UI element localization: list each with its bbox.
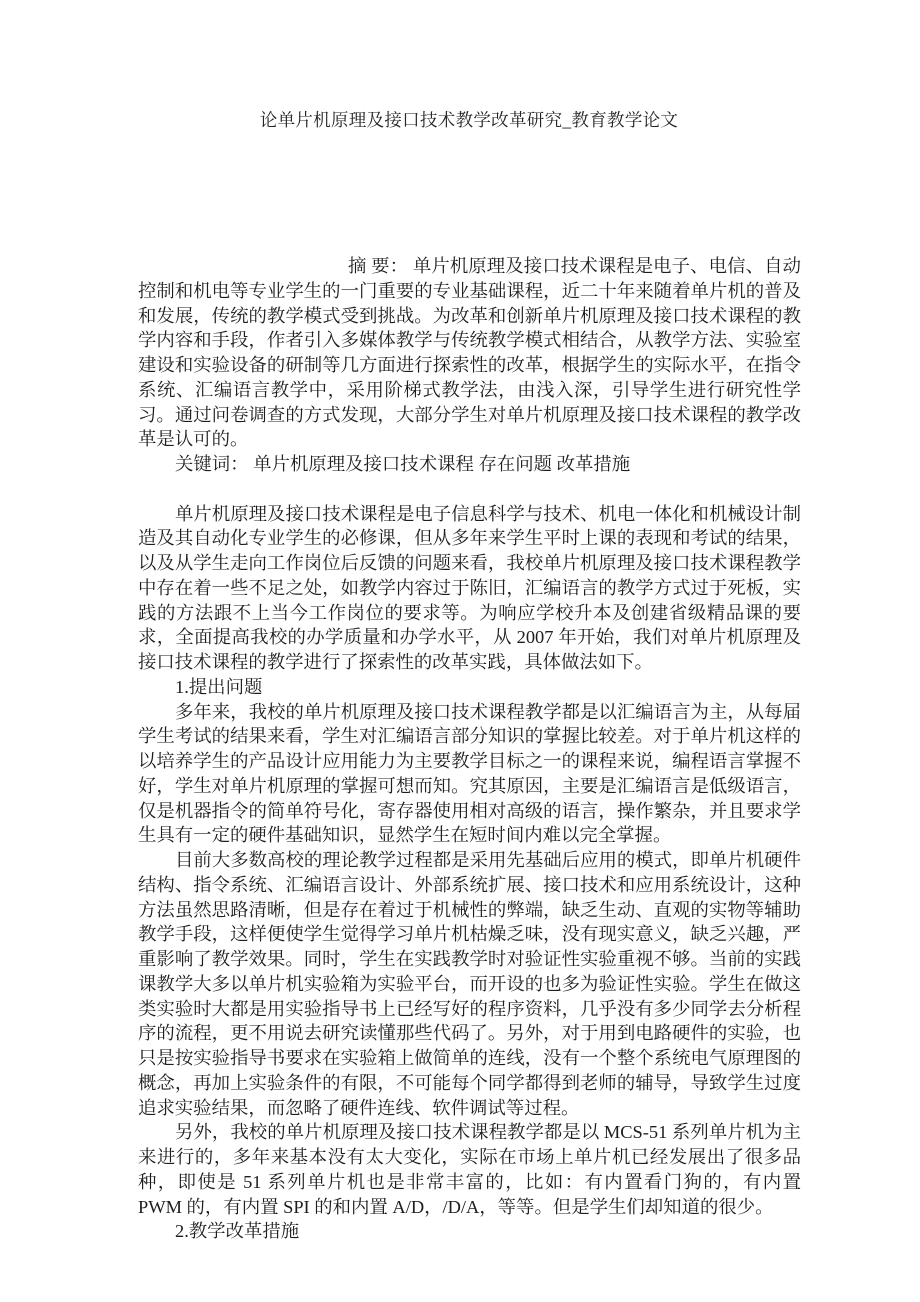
abstract-paragraph: [138, 254, 801, 452]
section-heading-2: 2.教学改革措施: [175, 1221, 300, 1242]
keywords-paragraph: [138, 452, 801, 477]
abstract-label: 摘 要：: [348, 256, 409, 276]
body-paragraph-4: 另外，我校的单片机原理及接口技术课程教学都是以 MCS-51 系列单片机为主来进行的，多年来基本没有太大变化，实际在市场上单片机已经发展出了很多品种，即使是 51 系列单片机也是非常丰富的，比如：有内置看门狗的，有内置 PWM 的，有内置 SPI 的和内置 A/D，/D/A，等等。但是学生们却知道的很少。: [138, 1122, 801, 1217]
body-paragraph-3: 目前大多数高校的理论教学过程都是采用先基础后应用的模式，即单片机硬件结构、指令系统、汇编语言设计、外部系统扩展、接口技术和应用系统设计，这种方法虽然思路清晰，但是存在着过于机械性的弊端，缺乏生动、直观的实物等辅助教学手段，这样便使学生觉得学习单片机枯燥乏味，没有现实意义，缺乏兴趣，严重影响了教学效果。同时，学生在实践教学时对验证性实验重视不够。当前的实践课教学大多以单片机实验箱为实验平台，而开设的也多为验证性实验。学生在做这类实验时大都是用实验指导书上已经写好的程序资料，几乎没有多少同学去分析程序的流程，更不用说去研究读懂那些代码了。另外，对于用到电路硬件的实验，也只是按实验指导书要求在实验箱上做简单的连线，没有一个整个系统电气原理图的概念，再加上实验条件的有限，不可能每个同学都得到老师的辅导，导致学生过度追求实验结果，而忽略了硬件连线、软件调试等过程。: [138, 850, 801, 1118]
abstract-text: 单片机原理及接口技术课程是电子、电信、自动控制和机电等专业学生的一门重要的专业基础课程，近二十年来随着单片机的普及和发展，传统的教学模式受到挑战。为改革和创新单片机原理及接口技术课程的教学内容和手段，作者引入多媒体教学与传统教学模式相结合，从教学方法、实验室建设和实验设备的研制等几方面进行探索性的改革，根据学生的实际水平，在指令系统、汇编语言教学中，采用阶梯式教学法，由浅入深，引导学生进行研究性学习。通过问卷调查的方式发现，大部分学生对单片机原理及接口技术课程的教学改革是认可的。: [138, 256, 801, 450]
page-title: 论单片机原理及接口技术教学改革研究_教育教学论文: [259, 110, 679, 130]
section-heading-1: 1.提出问题: [175, 676, 263, 697]
body-paragraph-1: 单片机原理及接口技术课程是电子信息科学与技术、机电一体化和机械设计制造及其自动化专业学生的必修课，但从多年来学生平时上课的表现和考试的结果，以及从学生走向工作岗位后反馈的问题来看，我校单片机原理及接口技术课程教学中存在着一些不足之处，如教学内容过于陈旧，汇编语言的教学方式过于死板，实践的方法跟不上当今工作岗位的要求等。为响应学校升本及创建省级精品课的要求，全面提高我校的办学质量和办学水平，从 2007 年开始，我们对单片机原理及接口技术课程的教学进行了探索性的改革实践，具体做法如下。: [138, 503, 801, 672]
document-body: [138, 254, 801, 1244]
keywords-label: 关键词：: [175, 454, 249, 474]
body-paragraph-2: 多年来，我校的单片机原理及接口技术课程教学都是以汇编语言为主，从每届学生考试的结果来看，学生对汇编语言部分知识的掌握比较差。对于单片机这样的以培养学生的产品设计应用能力为主要教学目标之一的课程来说，编程语言掌握不好，学生对单片机原理的掌握可想而知。究其原因，主要是汇编语言是低级语言，仅是机器指令的简单符号化，寄存器使用相对高级的语言，操作繁杂，并且要求学生具有一定的硬件基础知识，显然学生在短时间内难以完全掌握。: [138, 701, 801, 846]
keywords-text: 单片机原理及接口技术课程 存在问题 改革措施: [248, 454, 631, 474]
paragraph-spacer: [138, 477, 801, 502]
